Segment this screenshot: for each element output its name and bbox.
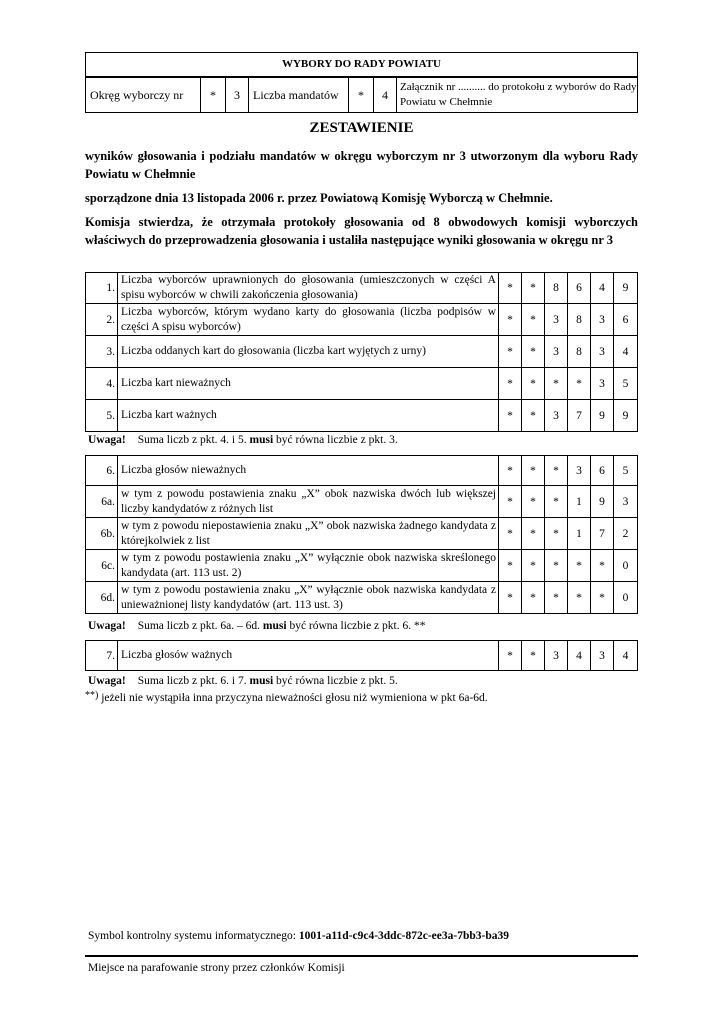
digit-cell: 2 [614,518,638,550]
intro-paragraph-2: sporządzone dnia 13 listopada 2006 r. przez Powiatową Komisję Wyborczą w Chełmnie. [85,191,553,205]
digit-cell: * [499,304,522,336]
digit-cell: 3 [568,456,591,486]
digit-cell: * [545,368,568,400]
digit-cell: * [499,486,522,518]
mandates-label: Liczba mandatów [249,78,349,113]
digit-cell: * [568,368,591,400]
digit-cell: 9 [591,400,614,432]
row-label: w tym z powodu postawienia znaku „X” obok nazwiska dwóch lub większej liczby kandydatów z różnych list [118,486,499,518]
digit-cell: * [522,518,545,550]
note-2 [88,620,425,632]
digit-cell: 7 [568,400,591,432]
digit-cell: * [522,336,545,368]
row-label: Liczba wyborców, którym wydano karty do głosowania (liczba podpisów w części A spisu wyborców) [118,304,499,336]
row-number: 6. [86,456,118,486]
digit-cell: 8 [545,273,568,304]
digit-cell: * [545,550,568,582]
digit-cell: * [568,582,591,614]
digit-cell: * [499,582,522,614]
digit-cell: * [522,456,545,486]
digit-cell: 6 [568,273,591,304]
intro-paragraph-3: Komisja stwierdza, że otrzymała protokoły głosowania od 8 obwodowych komisji wyborczych właściwych do przeprowadzenia głosowania i ustaliła następujące wyniki głosowania w okręgu nr 3 [85,215,638,247]
digit-cell: 1 [568,486,591,518]
digit-cell: 4 [591,273,614,304]
results-table-1 [85,272,638,432]
row-number: 6b. [86,518,118,550]
digit-cell: 3 [545,336,568,368]
digit-cell: * [522,550,545,582]
result-row [86,550,638,582]
note-2-musi: musi [262,620,287,632]
digit-cell: 6 [614,304,638,336]
control-symbol-label: Symbol kontrolny systemu informatycznego: [88,930,296,942]
digit-cell: 1 [568,518,591,550]
result-row [86,641,638,671]
note-2-uwaga: Uwaga! [88,620,126,632]
note-3-uwaga: Uwaga! [88,675,126,687]
digit-cell: 9 [591,486,614,518]
row-label: Liczba głosów ważnych [118,641,499,671]
row-label: Liczba kart ważnych [118,400,499,432]
result-row [86,304,638,336]
digit-cell: * [499,518,522,550]
district-header-table [85,77,638,113]
digit-cell: * [522,273,545,304]
divider-line [85,955,638,957]
row-label: Liczba oddanych kart do głosowania (liczba kart wyjętych z urny) [118,336,499,368]
intro-paragraph-1: wyników głosowania i podziału mandatów w okręgu wyborczym nr 3 utworzonym dla wyboru Rady Powiatu w Chełmnie [85,149,638,181]
note-3-post: być równa liczbie z pkt. 5. [276,675,398,687]
mandates-star: * [349,78,374,113]
control-symbol [88,930,509,942]
district-number: 3 [226,78,249,113]
result-row [86,518,638,550]
digit-cell: 4 [614,336,638,368]
digit-cell: * [499,456,522,486]
district-star: * [201,78,226,113]
row-number: 7. [86,641,118,671]
digit-cell: 9 [614,273,638,304]
row-number: 6a. [86,486,118,518]
digit-cell: * [499,550,522,582]
note-1-uwaga: Uwaga! [88,434,126,446]
note-3 [88,675,398,687]
row-label: Liczba kart nieważnych [118,368,499,400]
row-label: w tym z powodu postawienia znaku „X” wyłącznie obok nazwiska skreślonego kandydata (art. 113 ust. 2) [118,550,499,582]
digit-cell: * [499,368,522,400]
digit-cell: * [522,368,545,400]
digit-cell: 0 [614,550,638,582]
digit-cell: 0 [614,582,638,614]
result-row [86,400,638,432]
digit-cell: 9 [614,400,638,432]
row-label: Liczba głosów nieważnych [118,456,499,486]
control-symbol-value: 1001-a11d-c9c4-3ddc-872c-ee3a-7bb3-ba39 [298,930,509,942]
digit-cell: * [545,518,568,550]
digit-cell: * [499,400,522,432]
note-3-pre: Suma liczb z pkt. 6. i 7. [137,675,247,687]
document-title: ZESTAWIENIE [309,120,414,136]
row-number: 1. [86,273,118,304]
result-row [86,582,638,614]
digit-cell: 4 [568,641,591,671]
digit-cell: * [591,582,614,614]
row-label: w tym z powodu postawienia znaku „X” wyłącznie obok nazwiska kandydata z unieważnionej listy kandydatów (art. 113 ust. 3) [118,582,499,614]
digit-cell: * [522,582,545,614]
digit-cell: * [522,486,545,518]
footnote [85,690,488,704]
digit-cell: * [499,336,522,368]
note-3-musi: musi [249,675,274,687]
result-row [86,486,638,518]
digit-cell: 7 [591,518,614,550]
digit-cell: 3 [614,486,638,518]
digit-cell: 8 [568,304,591,336]
digit-cell: * [591,550,614,582]
note-1-post: być równa liczbie z pkt. 3. [276,434,398,446]
row-number: 5. [86,400,118,432]
results-table-2 [85,455,638,614]
initials-area-label: Miejsce na parafowanie strony przez członków Komisji [88,962,345,974]
digit-cell: 6 [591,456,614,486]
row-number: 6c. [86,550,118,582]
digit-cell: 3 [545,641,568,671]
digit-cell: 3 [591,368,614,400]
digit-cell: * [499,273,522,304]
digit-cell: 3 [591,304,614,336]
results-table-3 [85,640,638,671]
row-number: 6d. [86,582,118,614]
footnote-text: jeżeli nie wystąpiła inna przyczyna nieważności głosu niż wymieniona w pkt 6a-6d. [101,692,488,704]
result-row [86,456,638,486]
note-2-post: być równa liczbie z pkt. 6. ** [289,620,426,632]
digit-cell: * [545,486,568,518]
attachment-note: Załącznik nr .......... do protokołu z wyborów do Rady Powiatu w Chełmnie [397,78,638,113]
digit-cell: 3 [545,400,568,432]
note-2-pre: Suma liczb z pkt. 6a. – 6d. [137,620,261,632]
digit-cell: * [568,550,591,582]
note-1-musi: musi [249,434,274,446]
row-number: 3. [86,336,118,368]
mandates-number: 4 [374,78,397,113]
result-row [86,336,638,368]
result-row [86,273,638,304]
row-label: w tym z powodu niepostawienia znaku „X” obok nazwiska żadnego kandydata z którejkolwiek z list [118,518,499,550]
note-1 [88,434,398,446]
digit-cell: * [522,304,545,336]
digit-cell: 5 [614,456,638,486]
row-number: 2. [86,304,118,336]
digit-cell: * [545,582,568,614]
note-1-pre: Suma liczb z pkt. 4. i 5. [137,434,247,446]
digit-cell: 4 [614,641,638,671]
row-label: Liczba wyborców uprawnionych do głosowania (umieszczonych w części A spisu wyborców w chwili zakończenia głosowania) [118,273,499,304]
footnote-mark: **) [85,690,99,701]
district-label: Okręg wyborczy nr [86,78,201,113]
digit-cell: 8 [568,336,591,368]
digit-cell: 5 [614,368,638,400]
digit-cell: 3 [591,336,614,368]
election-title: WYBORY DO RADY POWIATU [85,52,638,77]
digit-cell: 3 [545,304,568,336]
digit-cell: 3 [591,641,614,671]
row-number: 4. [86,368,118,400]
result-row [86,368,638,400]
digit-cell: * [522,641,545,671]
digit-cell: * [499,641,522,671]
digit-cell: * [522,400,545,432]
digit-cell: * [545,456,568,486]
